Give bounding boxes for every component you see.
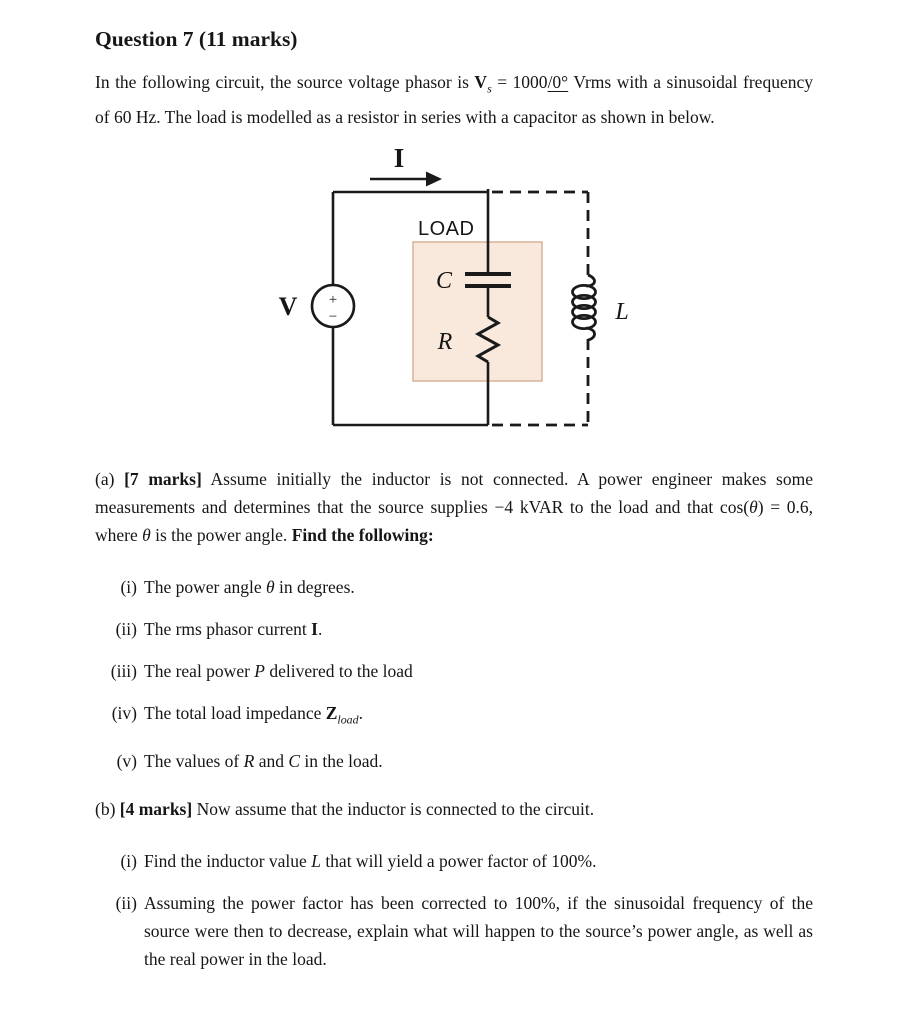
theta-symbol: θ — [142, 524, 151, 545]
source-label: V — [278, 291, 298, 321]
part-a-body-2: ) = 0.6, where — [95, 496, 813, 545]
intro-text-2: Vrms with a sinusoidal frequency of 60 Hz. The load is modelled as a resistor in series with a capacitor as shown in below. — [95, 72, 813, 127]
item-number: (i) — [120, 576, 137, 597]
part-a-find-directive: Find the following: — [291, 524, 434, 545]
inductor-bottom-hook — [586, 328, 595, 340]
item-text — [144, 573, 355, 601]
power-symbol: P — [254, 660, 265, 681]
item-text-post: in degrees. — [274, 576, 355, 597]
intro-text-1: In the following circuit, the source voltage phasor is — [95, 72, 475, 92]
phasor-angle-notation: /0° — [547, 72, 569, 92]
item-text — [144, 747, 383, 775]
list-item-b-i — [95, 847, 813, 875]
list-item-a-iv — [95, 699, 813, 734]
item-text — [144, 615, 322, 643]
item-text-pre: The total load impedance — [144, 702, 326, 723]
item-number: (i) — [120, 851, 137, 871]
question-title: Question 7 (11 marks) — [95, 27, 298, 51]
item-number: (iv) — [111, 702, 137, 723]
part-b-body: Now assume that the inductor is connected to the circuit. — [192, 799, 595, 819]
part-a-body-1: Assume initially the inductor is not connected. A power engineer makes some measurements and determines that the source supplies −4 kVAR to the load and that cos( — [95, 468, 813, 517]
list-item-a-i — [95, 573, 813, 601]
capacitor-label: C — [435, 267, 453, 294]
list-item-a-v — [95, 747, 813, 775]
load-box — [413, 242, 542, 381]
impedance-subscript: load — [337, 712, 359, 726]
list-item-a-iii — [95, 657, 813, 685]
part-a-marks: [7 marks] — [124, 468, 202, 489]
item-text-pre: The power angle — [144, 576, 266, 597]
load-label: LOAD — [418, 217, 475, 240]
item-number: (iii) — [110, 660, 137, 681]
part-a-lead: (a) — [95, 468, 125, 489]
part-a-list — [95, 573, 813, 776]
item-text-post: in the load. — [300, 751, 383, 771]
phasor-v-symbol: V — [474, 72, 488, 92]
circuit-diagram — [270, 139, 670, 457]
resistance-symbol: R — [243, 751, 255, 771]
phasor-v-subscript: s — [487, 81, 492, 96]
theta-symbol: θ — [749, 496, 758, 517]
item-text-pre: The values of — [144, 751, 244, 771]
list-item-a-ii — [95, 615, 813, 643]
inductance-symbol: L — [311, 851, 321, 871]
part-b-paragraph — [95, 795, 813, 823]
item-text — [144, 699, 363, 734]
item-text-pre: Find the inductor value — [144, 851, 312, 871]
item-text — [144, 657, 413, 685]
part-b-list — [95, 847, 813, 973]
item-text-post: that will yield a power factor of 100%. — [320, 851, 597, 871]
item-number: (ii) — [115, 618, 137, 639]
item-text — [144, 847, 596, 875]
intro-paragraph — [95, 68, 813, 131]
list-item-b-ii — [95, 889, 813, 973]
capacitance-symbol: C — [288, 751, 301, 771]
item-text-pre: The rms phasor current — [144, 618, 312, 639]
item-number: (v) — [116, 751, 137, 771]
item-text-mid: and — [254, 751, 289, 771]
item-text-post: . — [358, 702, 363, 723]
inductor-label: L — [615, 298, 629, 325]
theta-symbol: θ — [265, 576, 275, 597]
item-text-pre: The real power — [144, 660, 255, 681]
part-b-lead: (b) — [95, 799, 120, 819]
current-phasor-symbol: I — [311, 618, 318, 639]
voltage-source-plus: + — [328, 291, 338, 308]
item-text-post: delivered to the load — [265, 660, 413, 681]
part-a-body-3: is the power angle. — [150, 524, 292, 545]
item-number: (ii) — [115, 893, 137, 913]
circuit-svg — [270, 139, 670, 457]
item-text-post: . — [317, 618, 323, 639]
intro-equals: = 1000 — [491, 72, 548, 92]
part-a-paragraph — [95, 465, 813, 549]
resistor-label: R — [437, 328, 453, 355]
current-arrow-head — [426, 171, 442, 186]
part-b-marks: [4 marks] — [119, 799, 193, 819]
item-text: Assuming the power factor has been corrected to 100%, if the sinusoidal frequency of the source were then to decrease, explain what will happen to the source’s power angle, as well as the real power in the load. — [144, 893, 813, 969]
voltage-source-minus: − — [328, 308, 338, 325]
impedance-symbol: Z — [325, 702, 338, 723]
current-label: I — [393, 142, 405, 173]
